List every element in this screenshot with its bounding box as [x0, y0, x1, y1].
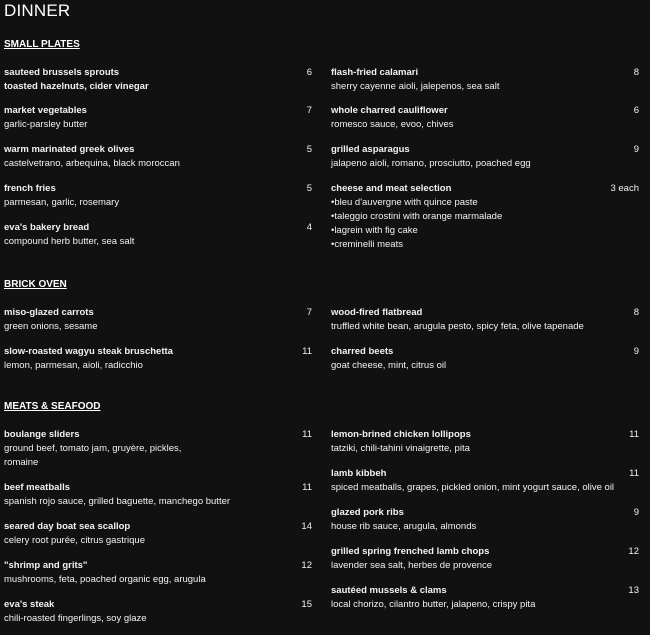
menu-item-price: 8	[633, 307, 639, 318]
menu-item-name: flash-fried calamari	[331, 67, 419, 78]
menu-item	[331, 428, 639, 456]
menu-item	[4, 306, 312, 334]
menu-item-price: 7	[306, 307, 312, 318]
menu-item-description: romaine	[4, 457, 39, 468]
menu-item-name: miso-glazed carrots	[4, 307, 94, 318]
menu-item-name: grilled asparagus	[331, 144, 410, 155]
menu-item-description: jalapeno aioli, romano, prosciutto, poached egg	[331, 158, 531, 169]
menu-item	[331, 306, 639, 334]
menu-item	[331, 345, 639, 373]
menu-item-description: mushrooms, feta, poached organic egg, arugula	[4, 574, 206, 585]
menu-item-name: lemon-brined chicken lollipops	[331, 429, 471, 440]
menu-title: DINNER	[4, 1, 71, 20]
menu-item	[331, 66, 639, 94]
menu-item-name: seared day boat sea scallop	[4, 521, 131, 532]
menu-item-name: eva's steak	[4, 599, 55, 610]
menu-item	[4, 559, 312, 587]
menu-item-description: green onions, sesame	[4, 321, 98, 332]
section-heading-meats-seafood: MEATS & SEAFOOD	[4, 401, 101, 412]
menu-item-price: 11	[629, 429, 639, 440]
menu-item	[331, 182, 639, 252]
menu-item-price: 8	[633, 67, 639, 78]
menu-item-name: slow-roasted wagyu steak bruschetta	[4, 346, 173, 357]
menu-item-price: 5	[306, 183, 312, 194]
menu-item-name: market vegetables	[4, 105, 87, 116]
menu-item	[331, 143, 639, 171]
menu-item-name: sautéed mussels & clams	[331, 585, 447, 596]
menu-item-price: 7	[306, 105, 312, 116]
menu-item-description: celery root purée, citrus gastrique	[4, 535, 145, 546]
menu-item-description: chili-roasted fingerlings, soy glaze	[4, 613, 147, 624]
menu-item	[4, 598, 312, 626]
menu-item	[4, 221, 312, 249]
menu-item-price: 12	[628, 546, 639, 557]
menu-item-name: whole charred cauliflower	[331, 105, 448, 116]
menu-item-description: compound herb butter, sea salt	[4, 236, 135, 247]
menu-item-name: "shrimp and grits"	[4, 560, 88, 571]
menu-item-price: 11	[302, 482, 312, 493]
menu-item	[4, 428, 312, 470]
menu-item-price: 11	[302, 429, 312, 440]
menu-item-name: glazed pork ribs	[331, 507, 404, 518]
menu-item-price: 11	[629, 468, 639, 479]
menu-item-description: tatziki, chili-tahini vinaigrette, pita	[331, 443, 470, 454]
menu-item-name: charred beets	[331, 346, 394, 357]
menu-item-description: parmesan, garlic, rosemary	[4, 197, 120, 208]
menu-item-name: lamb kibbeh	[331, 468, 387, 479]
menu-item-price: 9	[633, 346, 639, 357]
menu-item-price: 3 each	[610, 183, 639, 194]
menu-item	[4, 104, 312, 132]
menu-item-name: beef meatballs	[4, 482, 70, 493]
menu-item-price: 6	[306, 67, 312, 78]
menu-item-description: truffled white bean, arugula pesto, spicy feta, olive tapenade	[331, 321, 584, 332]
menu-item-price: 9	[633, 507, 639, 518]
menu-item	[4, 143, 312, 171]
menu-item-description: house rib sauce, arugula, almonds	[331, 521, 477, 532]
menu-item-description: •lagrein with fig cake	[331, 225, 418, 236]
menu-item-price: 13	[628, 585, 639, 596]
menu-item-description: lavender sea salt, herbes de provence	[331, 560, 493, 571]
menu-item-name: sauteed brussels sprouts	[4, 67, 120, 78]
menu-item-name: eva's bakery bread	[4, 222, 90, 233]
menu-item-description: •taleggio crostini with orange marmalade	[331, 211, 503, 222]
menu-item-name: grilled spring frenched lamb chops	[331, 546, 490, 557]
menu-item	[331, 104, 639, 132]
menu-item-description: local chorizo, cilantro butter, jalapeno, crispy pita	[331, 599, 536, 610]
menu-item-description: spanish rojo sauce, grilled baguette, manchego butter	[4, 496, 231, 507]
menu-item-price: 9	[633, 144, 639, 155]
menu-item	[4, 520, 312, 548]
menu-item-name: wood-fired flatbread	[331, 307, 423, 318]
menu-item-description: goat cheese, mint, citrus oil	[331, 360, 447, 371]
menu-item-description: castelvetrano, arbequina, black moroccan	[4, 158, 180, 169]
menu-item-price: 14	[301, 521, 312, 532]
menu-item-price: 4	[306, 222, 312, 233]
section-heading-small-plates: SMALL PLATES	[4, 39, 80, 50]
menu-item-description: lemon, parmesan, aioli, radicchio	[4, 360, 143, 371]
menu-item-description: •creminelli meats	[331, 239, 403, 250]
menu-item-description: •bleu d'auvergne with quince paste	[331, 197, 478, 208]
menu-item-name: cheese and meat selection	[331, 183, 452, 194]
menu-item-price: 11	[302, 346, 312, 357]
menu-item	[331, 506, 639, 534]
menu-item	[4, 66, 312, 94]
menu-item-description: toasted hazelnuts, cider vinegar	[4, 81, 149, 92]
menu-item-price: 6	[633, 105, 639, 116]
menu-item-description: spiced meatballs, grapes, pickled onion, mint yogurt sauce, olive oil	[331, 482, 615, 493]
menu-item-description: sherry cayenne aioli, jalepenos, sea salt	[331, 81, 500, 92]
menu-item	[331, 467, 639, 495]
menu-item-name: warm marinated greek olives	[4, 144, 135, 155]
menu-item-name: french fries	[4, 183, 56, 194]
section-heading-brick-oven: BRICK OVEN	[4, 279, 67, 290]
menu-item-name: boulange sliders	[4, 429, 80, 440]
menu-item	[4, 481, 312, 509]
menu-item	[331, 545, 639, 573]
menu-item-description: ground beef, tomato jam, gruyère, pickles,	[4, 443, 182, 454]
menu-item	[4, 345, 312, 373]
menu-item-price: 12	[301, 560, 312, 571]
menu-item	[331, 584, 639, 612]
menu-item-description: garlic-parsley butter	[4, 119, 88, 130]
menu-item-price: 15	[301, 599, 312, 610]
menu-item	[4, 182, 312, 210]
menu-item-price: 5	[306, 144, 312, 155]
menu-item-description: romesco sauce, evoo, chives	[331, 119, 454, 130]
